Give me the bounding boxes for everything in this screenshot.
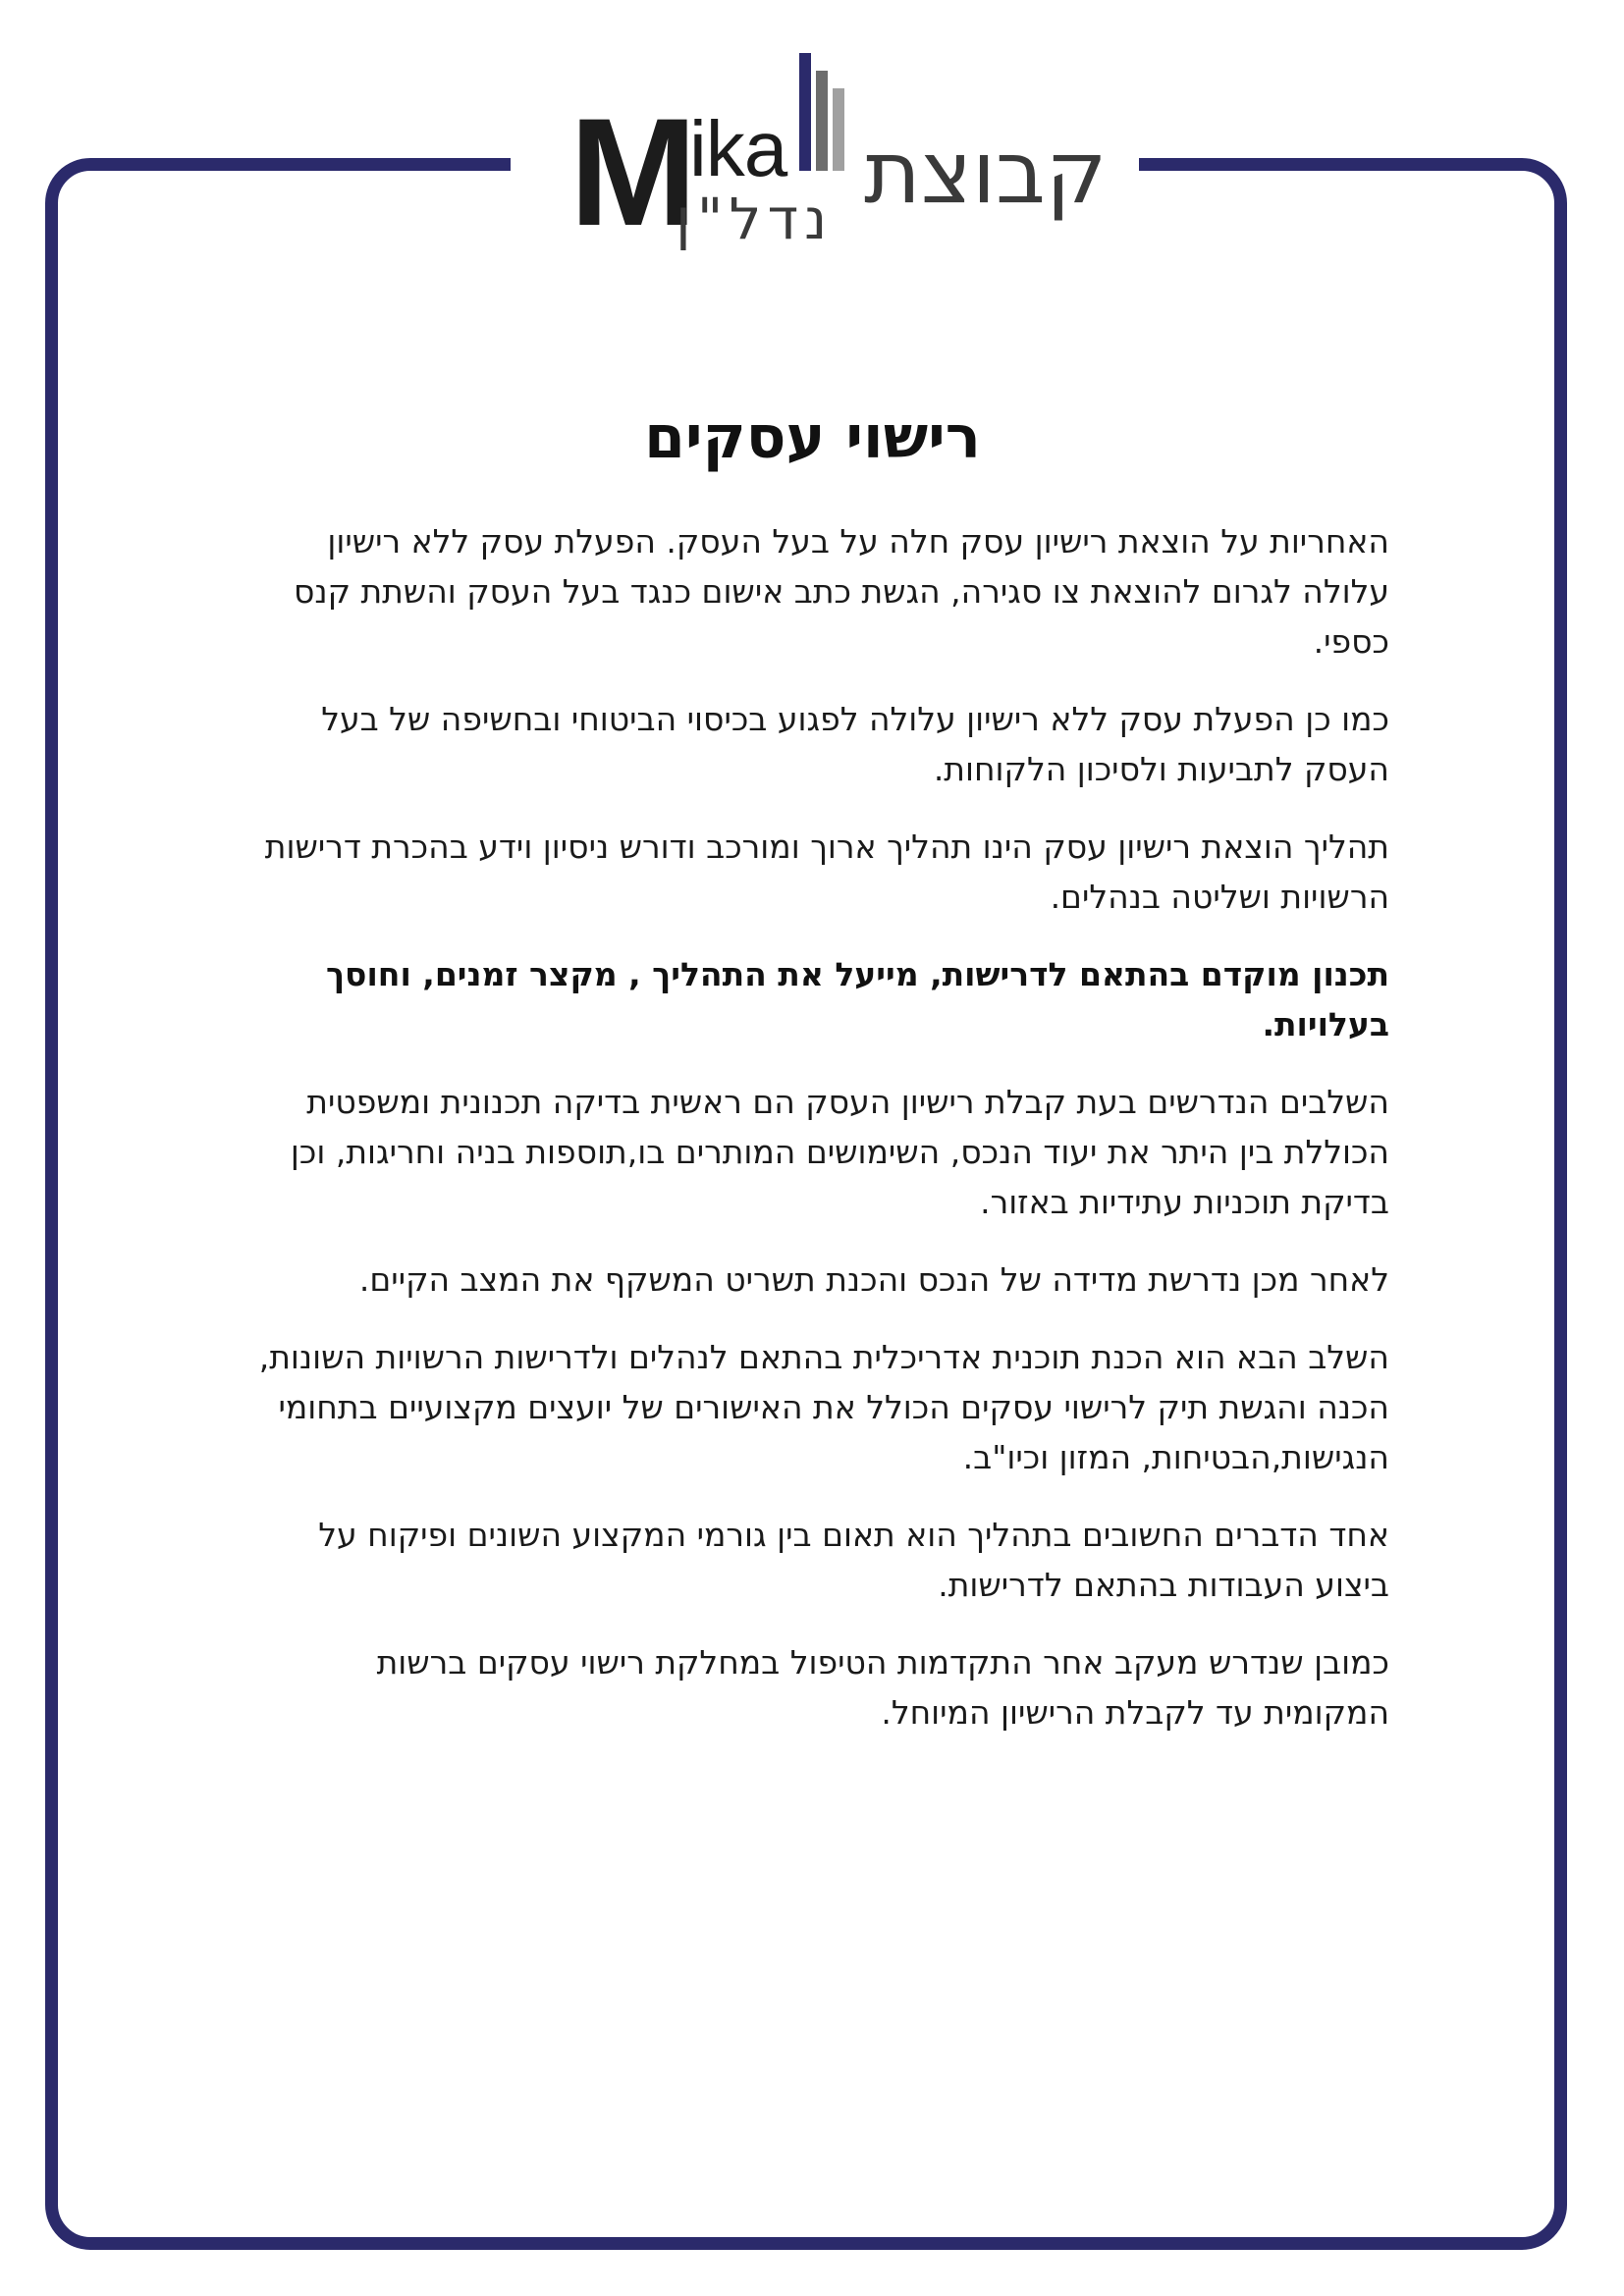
building-bars-icon	[797, 53, 846, 171]
paragraph-architectural-plan: השלב הבא הוא הכנת תוכנית אדריכלית בהתאם לנהלים ולדרישות הרשויות השונות, הכנה והגשת תיק לרישוי עסקים הכולל את האישורים של יועצים מקצועיים בתחומי הנגישות,הבטיחות, המזון וכיו"ב.	[258, 1338, 1389, 1476]
paragraph-insurance: כמו כן הפעלת עסק ללא רישיון עלולה לפגוע בכיסוי הביטוחי ובחשיפה של בעל העסק לתביעות ולסיכון הלקוחות.	[321, 700, 1389, 788]
paragraph-stages: השלבים הנדרשים בעת קבלת רישיון העסק הם ראשית בדיקה תכנונית ומשפטית הכוללת בין היתר את יעוד הנכס, השימושים המותרים בו,תוספות בניה וחריגות, וכן בדיקת תוכניות עתידיות באזור.	[290, 1083, 1389, 1221]
page-title: רישוי עסקים	[644, 403, 981, 472]
paragraph-planning-highlight: תכנון מוקדם בהתאם לדרישות, מייעל את התהליך , מקצר זמנים, וחוסך בעלויות.	[325, 955, 1389, 1043]
logo-hebrew-nadlan: נדל"ן	[676, 186, 834, 252]
logo-bar-short	[833, 88, 844, 171]
company-logo	[569, 47, 1119, 258]
paragraph-coordination: אחד הדברים החשובים בתהליך הוא תאום בין גורמי המקצוע השונים ופיקוח על ביצוע העבודות בהתאם לדרישות.	[318, 1516, 1389, 1604]
logo-hebrew-kvutzat: קבוצת	[864, 122, 1108, 223]
logo-letters-ika: ika	[689, 105, 787, 192]
document-body	[255, 402, 1389, 1765]
logo-bar-tall	[799, 53, 811, 171]
logo-letter-m: M	[569, 87, 691, 258]
paragraph-process: תהליך הוצאת רישיון עסק הינו תהליך ארוך ומורכב ודורש ניסיון וידע בהכרת דרישות הרשויות ושליטה בנהלים.	[264, 828, 1389, 916]
paragraph-liability: האחריות על הוצאת רישיון עסק חלה על בעל העסק. הפעלת עסק ללא רישיון עלולה לגרום להוצאת צו סגירה, הגשת כתב אישום כנגד בעל העסק והשתת קנס כספי.	[293, 522, 1389, 661]
paragraph-survey: לאחר מכן נדרשת מדידה של הנכס והכנת תשריט המשקף את המצב הקיים.	[358, 1260, 1389, 1299]
logo-bar-mid	[816, 71, 828, 171]
paragraph-followup: כמובן שנדרש מעקב אחר התקדמות הטיפול במחלקת רישוי עסקים ברשות המקומית עד לקבלת הרישיון המיוחל.	[376, 1643, 1389, 1732]
